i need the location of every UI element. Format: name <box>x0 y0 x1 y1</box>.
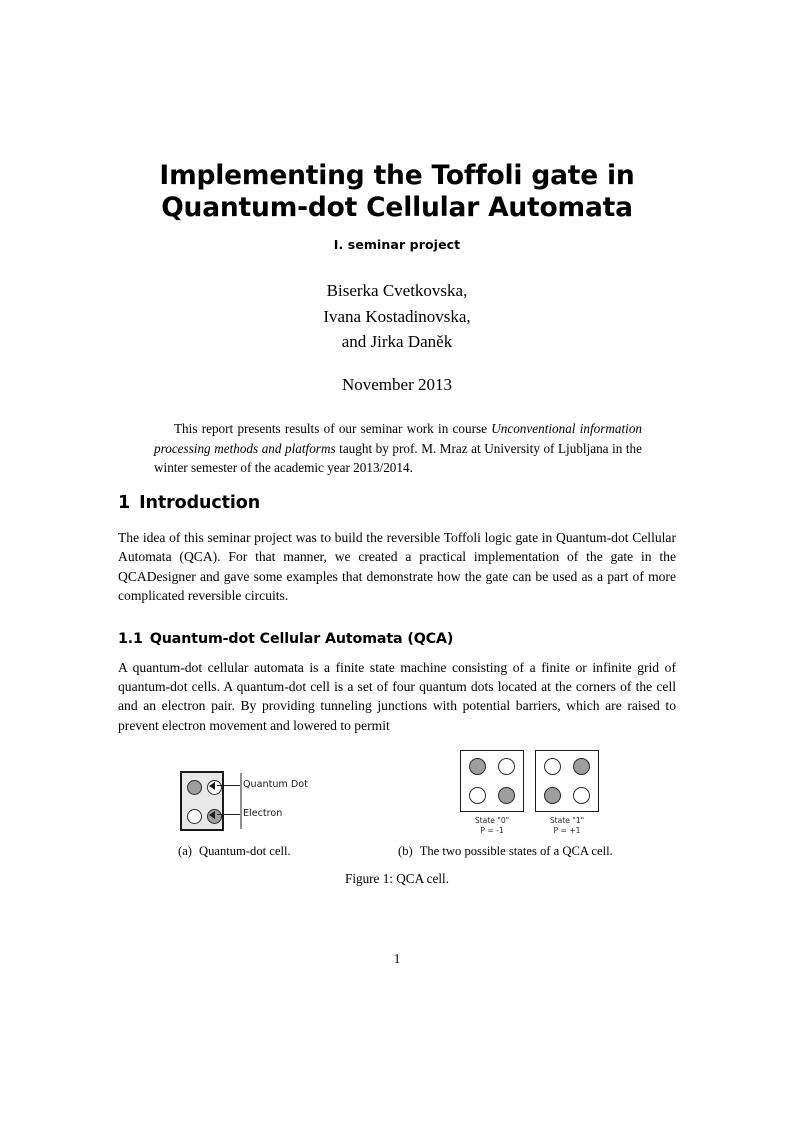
subsection-number: 1.1 <box>118 630 143 647</box>
subsection-title: Quantum-dot Cellular Automata (QCA) <box>149 630 454 647</box>
paragraph-introduction: The idea of this seminar project was to build the reversible Toffoli logic gate in Quantum-dot Cellular Automata (QCA). For that manner, we created a practical implementation of the gate in the QCADesigner and gave some examples that demonstrate how the gate can be used as a part of more complicated reversible circuits. <box>118 530 676 604</box>
qca-cell-state-one <box>535 750 599 812</box>
state1-dot-bottom-left <box>544 787 561 804</box>
paragraph-qca: A quantum-dot cellular automata is a finite state machine consisting of a finite or infinite grid of quantum-dot cells. A quantum-dot cell is a set of four quantum dots located at the corners of the cell and an electron pair. By providing tunneling junctions with potential barriers, which are raised to prevent electron movement and lowered to permit <box>118 659 676 733</box>
subcaption-row <box>118 841 676 863</box>
author-line-2: Ivana Kostadinovska, <box>323 306 471 326</box>
abstract-block <box>154 419 642 478</box>
abstract-text-part-2: taught by prof. M. Mraz at University of Ljubljana in the winter semester of the academic year 2013/2014. <box>154 440 643 475</box>
state0-dot-bottom-right <box>498 787 515 804</box>
subcaption-b <box>398 844 613 859</box>
section-number: 1 <box>118 493 131 513</box>
title-block <box>118 160 676 395</box>
leader-line-quantum-dot <box>217 785 241 787</box>
title-line-2: Quantum-dot Cellular Automata <box>161 192 633 223</box>
label-electron: Electron <box>243 807 283 819</box>
subcaption-b-text: The two possible states of a QCA cell. <box>419 844 613 858</box>
figure-caption: Figure 1: QCA cell. <box>344 871 450 886</box>
callout-arrow-quantum-dot-icon <box>209 782 215 790</box>
page-number: 1 <box>393 951 401 966</box>
state-zero-name: State "0" <box>474 816 510 825</box>
state-one-name: State "1" <box>549 816 585 825</box>
leader-line-electron <box>217 814 241 816</box>
subcaption-a-text: Quantum-dot cell. <box>198 844 291 858</box>
subsection-heading-qca <box>118 631 676 647</box>
state0-dot-top-right <box>498 758 515 775</box>
label-quantum-dot: Quantum Dot <box>243 778 308 790</box>
section-title: Introduction <box>139 493 261 513</box>
state1-dot-top-right <box>573 758 590 775</box>
publication-date: November 2013 <box>341 374 452 394</box>
author-line-3: and Jirka Daněk <box>341 332 453 351</box>
state0-dot-top-left <box>469 758 486 775</box>
body-column <box>118 493 676 735</box>
section-heading-introduction <box>118 493 676 513</box>
quantum-dot-bottom-left <box>187 809 202 824</box>
author-line-1: Biserka Cvetkovska, <box>326 281 468 300</box>
abstract-emphasis: Unconventional information processing methods and platforms <box>154 421 643 456</box>
state1-dot-bottom-right <box>573 787 590 804</box>
subcaption-a <box>178 844 291 859</box>
author-list <box>118 278 676 355</box>
qca-cell-box-a <box>180 771 224 831</box>
subfigure-row <box>118 745 676 841</box>
abstract-text-part-1: This report presents results of our seminar work in course <box>174 421 492 436</box>
callout-arrow-electron-icon <box>209 811 215 819</box>
state-zero-polarization: P = -1 <box>480 826 504 835</box>
page-title <box>118 160 676 224</box>
title-line-1: Implementing the Toffoli gate in <box>159 160 635 191</box>
state-one-polarization: P = +1 <box>553 826 581 835</box>
figure-1 <box>118 745 676 887</box>
state1-dot-top-left <box>544 758 561 775</box>
subcaption-a-tag: (a) <box>178 844 192 858</box>
leader-line-vertical <box>240 773 242 829</box>
state0-dot-bottom-left <box>469 787 486 804</box>
document-subtitle: I. seminar project <box>333 237 461 252</box>
caption-state-one <box>535 816 599 836</box>
subcaption-b-tag: (b) <box>398 844 413 858</box>
caption-state-zero <box>460 816 524 836</box>
qca-cell-state-zero <box>460 750 524 812</box>
quantum-dot-top-left <box>187 780 202 795</box>
